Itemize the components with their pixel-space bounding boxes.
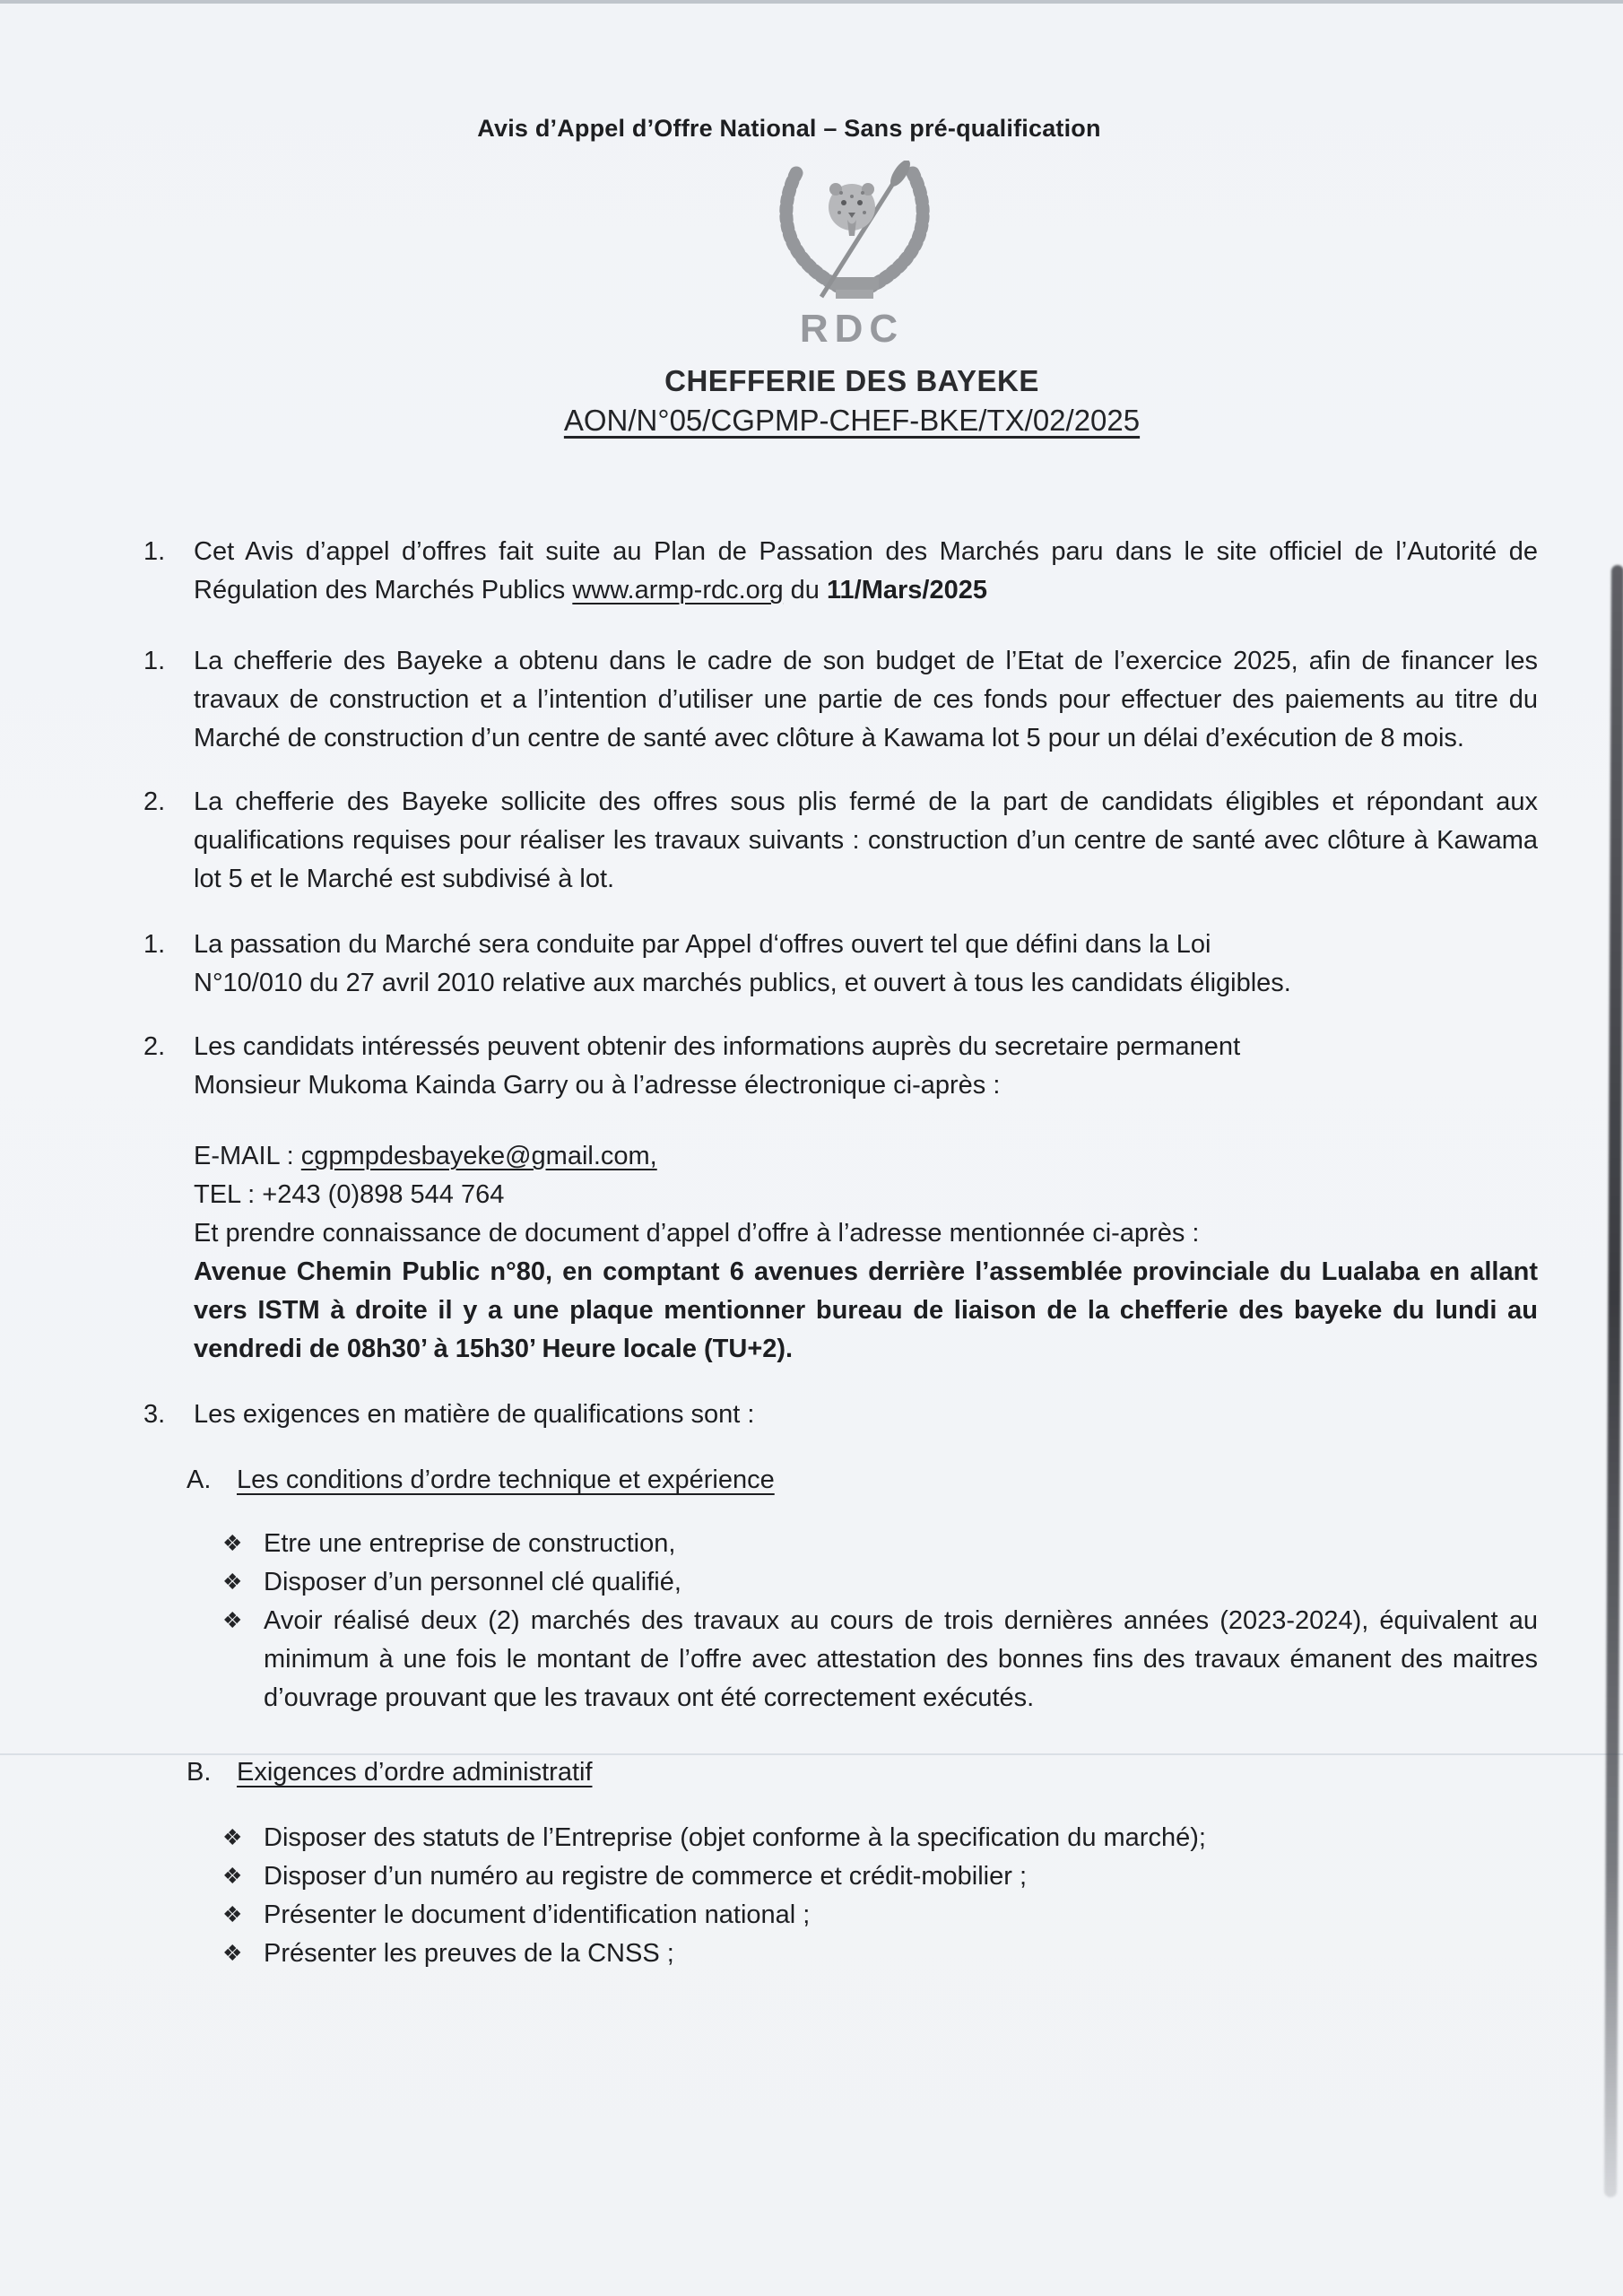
- paragraph-text-segment: du: [783, 576, 827, 604]
- paragraph-text: [194, 1028, 1538, 1105]
- paragraph-6: [143, 1396, 1538, 1434]
- paragraph-number: 1.: [143, 930, 166, 959]
- scan-right-shadow: [1604, 565, 1623, 2197]
- text-line: Monsieur Mukoma Kainda Garry ou à l’adresse électronique ci-après :: [194, 1071, 1001, 1100]
- paragraph-number: 2.: [143, 1032, 166, 1061]
- email-address: cgpmpdesbayeke@gmail.com,: [300, 1142, 657, 1170]
- bullet-item-text: Disposer d’un personnel clé qualifié,: [264, 1568, 681, 1596]
- bullet-item: [222, 1525, 1538, 1563]
- bullet-item: [222, 1563, 1538, 1602]
- section-letter: A.: [187, 1465, 212, 1494]
- organization-name: CHEFFERIE DES BAYEKE: [664, 364, 1039, 397]
- bullet-item-text: Présenter le document d’identification national ;: [264, 1900, 811, 1929]
- bullet-item: [222, 1602, 1538, 1718]
- paragraph-number: 1.: [143, 537, 166, 566]
- bullet-item-text: Disposer des statuts de l’Entreprise (objet conforme à la specification du marché);: [264, 1823, 1206, 1852]
- paragraph-text: [194, 533, 1538, 610]
- paragraph-number: 3.: [143, 1400, 166, 1429]
- paragraph-1: [143, 533, 1538, 610]
- leopard-head: [829, 183, 875, 236]
- tel-line: TEL : +243 (0)898 544 764: [194, 1180, 505, 1209]
- bullet-item-text: Présenter les preuves de la CNSS ;: [264, 1939, 674, 1968]
- page-title: Avis d’Appel d’Offre National – Sans pré-qualification: [477, 115, 1101, 142]
- diamond-bullet-icon: ❖: [222, 1570, 243, 1595]
- section-letter: B.: [187, 1758, 212, 1787]
- diamond-bullet-icon: ❖: [222, 1608, 243, 1633]
- paragraph-3: [143, 783, 1538, 899]
- diamond-bullet-icon: ❖: [222, 1531, 243, 1556]
- email-line: [194, 1137, 1538, 1176]
- text-line: La passation du Marché sera conduite par Appel d‘offres ouvert tel que défini dans la Loi: [194, 930, 1211, 959]
- paragraph-text: La chefferie des Bayeke a obtenu dans le cadre de son budget de l’Etat de l’exercice 2025, afin de financer les travaux de construction et a l’intention d’utiliser une partie de ces fonds pour effectuer des paiements au titre du Marché de construction d’un centre de santé avec clôture à Kawama lot 5 pour un délai d’exécution de 8 mois.: [194, 647, 1538, 752]
- bullet-item: [222, 1857, 1538, 1896]
- bullet-item: [222, 1935, 1538, 1973]
- section-a-heading-row: [187, 1461, 1538, 1500]
- section-b-heading-row: [187, 1753, 1538, 1792]
- section-a-heading: Les conditions d’ordre technique et expérience: [237, 1465, 775, 1494]
- bullet-item: [222, 1896, 1538, 1935]
- paragraph-text: [194, 926, 1538, 1003]
- paragraph-5: [143, 1028, 1538, 1105]
- emblem-base: [830, 277, 879, 290]
- office-address: Avenue Chemin Public n°80, en comptant 6 avenues derrière l’assemblée provinciale du Lualaba en allant vers ISTM à droite il y a une plaque mentionner bureau de liaison de la chefferie des bayeke du lundi au vendredi de 08h30’ à 15h30’ Heure locale (TU+2).: [194, 1257, 1538, 1363]
- paragraph-number: 2.: [143, 787, 166, 816]
- publication-date: 11/Mars/2025: [826, 576, 987, 604]
- bullet-item-text: Etre une entreprise de construction,: [264, 1529, 676, 1558]
- text-line: Les candidats intéressés peuvent obtenir des informations auprès du secretaire permanent: [194, 1032, 1241, 1061]
- paragraph-text-segment: Cet Avis d’appel d’offres fait suite au Plan de Passation des Marchés paru dans le site officiel de l’Autorité de Régulation des Marchés Publics: [194, 537, 1538, 604]
- section-b-bullet-list: [222, 1819, 1538, 1973]
- reference-number: AON/N°05/CGPMP-CHEF-BKE/TX/02/2025: [563, 404, 1141, 437]
- diamond-bullet-icon: ❖: [222, 1941, 243, 1966]
- diamond-bullet-icon: ❖: [222, 1864, 243, 1889]
- text-line: N°10/010 du 27 avril 2010 relative aux marchés publics, et ouvert à tous les candidats éligibles.: [194, 969, 1291, 997]
- paragraph-2: [143, 642, 1538, 758]
- bullet-item-text: Avoir réalisé deux (2) marchés des travaux au cours de trois dernières années (2023-2024), équivalent au minimum à une fois le montant de l’offre avec attestation des bonnes fins des travaux émanent des maitres d’ouvrage prouvant que les travaux ont été correctement exécutés.: [264, 1606, 1538, 1712]
- drc-emblem-icon: [143, 161, 1560, 316]
- address-note-line: Et prendre connaissance de document d’appel d’offre à l’adresse mentionnée ci-après :: [194, 1219, 1200, 1248]
- diamond-bullet-icon: ❖: [222, 1902, 243, 1927]
- bullet-item-text: Disposer d’un numéro au registre de commerce et crédit-mobilier ;: [264, 1862, 1028, 1891]
- contact-block: [194, 1137, 1538, 1369]
- section-a-bullet-list: [222, 1525, 1538, 1718]
- email-label: E-MAIL :: [194, 1142, 301, 1170]
- paragraph-text: Les exigences en matière de qualifications sont :: [194, 1400, 755, 1429]
- armp-website-link: www.armp-rdc.org: [572, 576, 784, 604]
- bullet-item: [222, 1819, 1538, 1857]
- tusk-right: [872, 173, 923, 286]
- section-b-heading: Exigences d’ordre administratif: [237, 1758, 593, 1787]
- paragraph-number: 1.: [143, 647, 166, 675]
- diamond-bullet-icon: ❖: [222, 1825, 243, 1850]
- emblem-country-label: RDC: [799, 307, 905, 351]
- paragraph-text: La chefferie des Bayeke sollicite des offres sous plis fermé de la part de candidats éligibles et répondant aux qualifications requises pour réaliser les travaux suivants : construction d’un centre de santé avec clôture à Kawama lot 5 et le Marché est subdivisé à lot.: [194, 787, 1538, 893]
- paragraph-4: [143, 926, 1538, 1003]
